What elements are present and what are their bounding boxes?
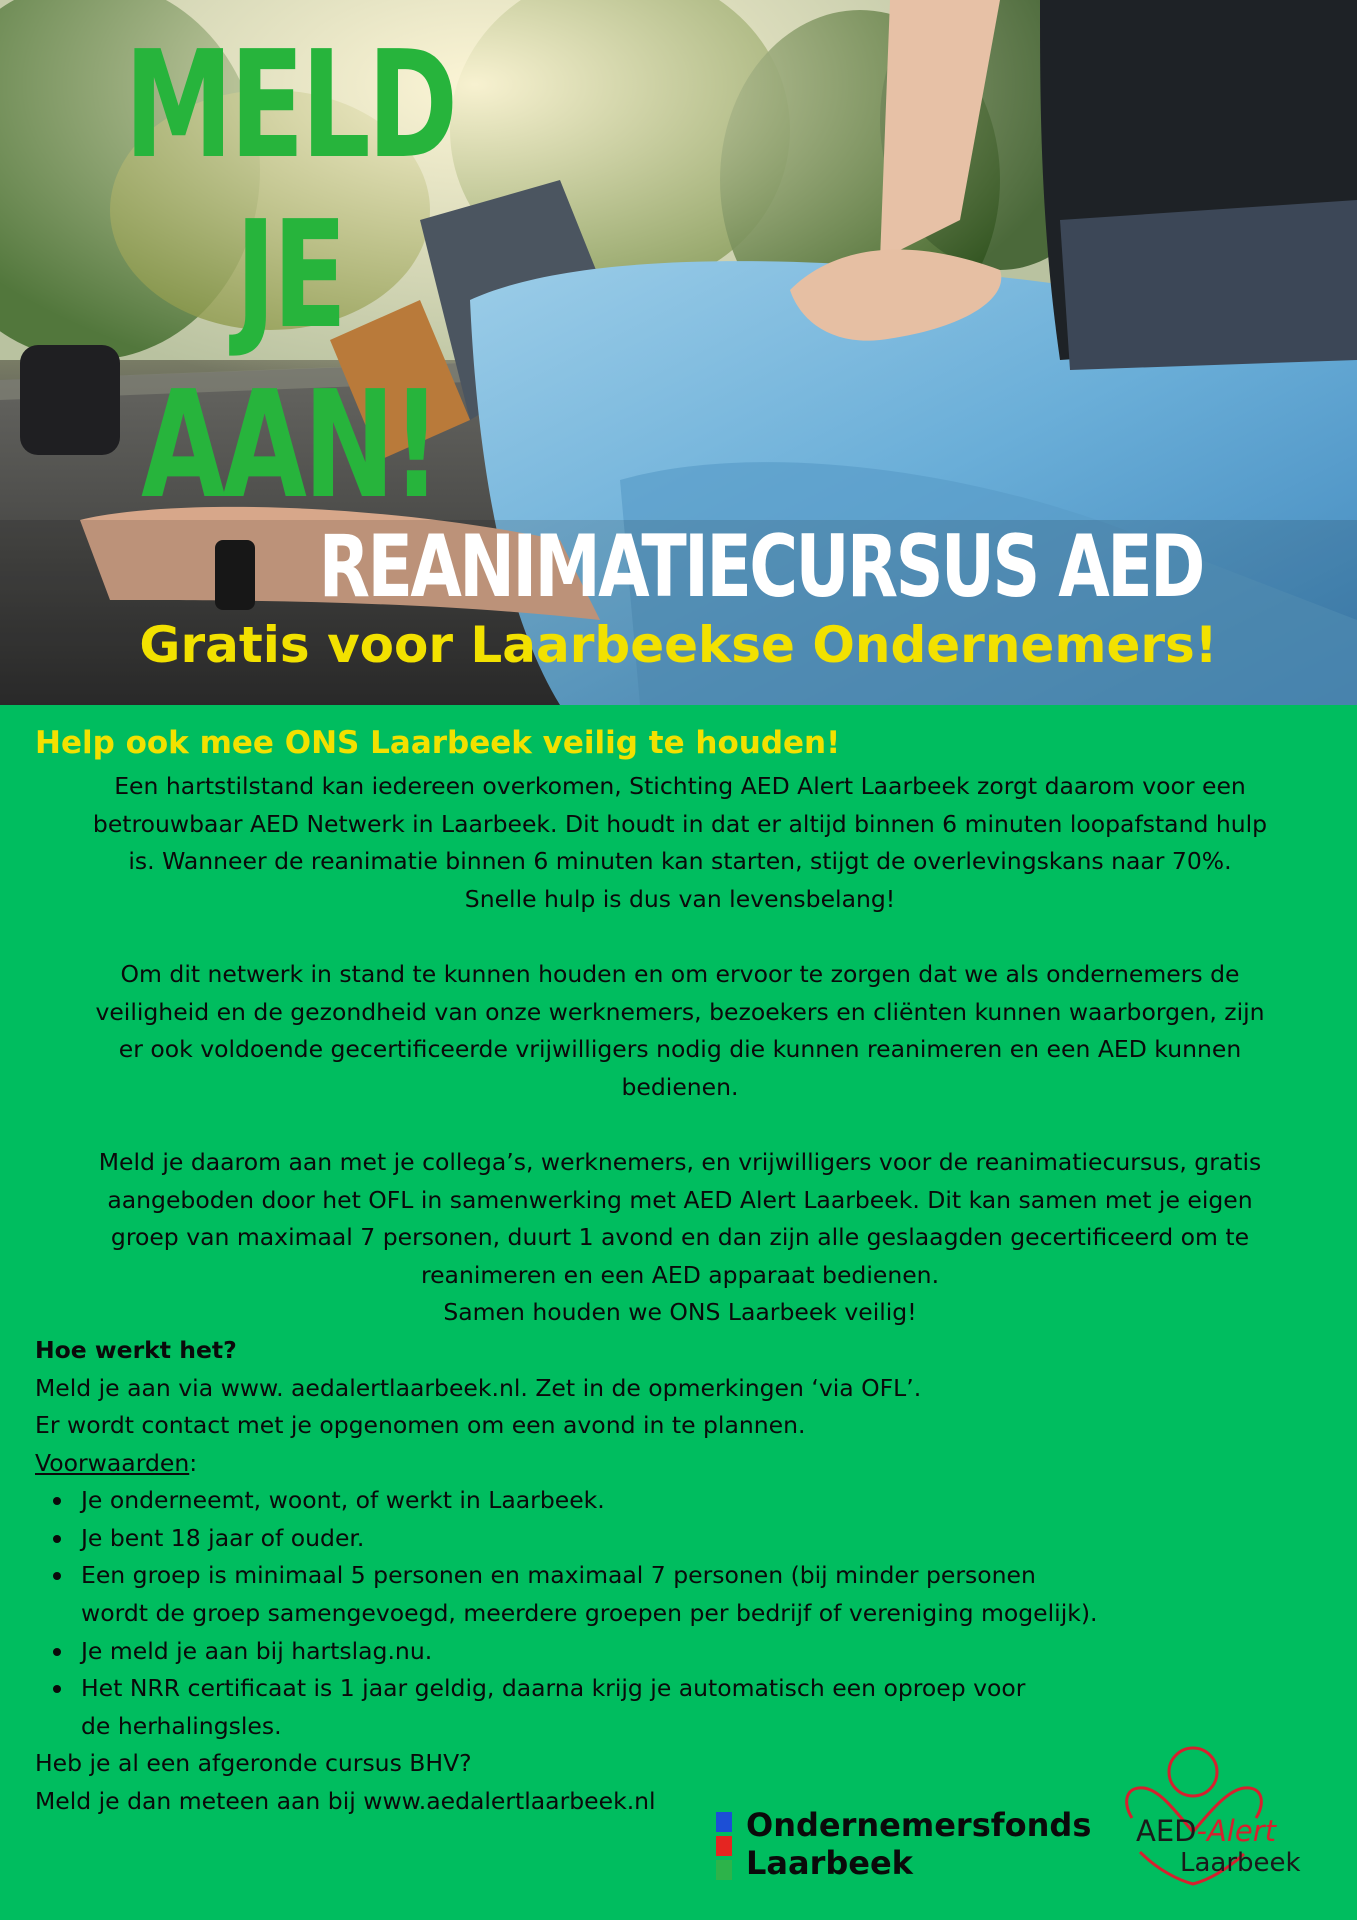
course-title: REANIMATIECURSUS AED: [318, 517, 1203, 617]
section-heading: Help ook mee ONS Laarbeek veilig te houden!: [35, 725, 841, 761]
ofl-logo-text: [746, 1806, 1091, 1882]
intro-line: betrouwbaar AED Netwerk in Laarbeek. Dit houdt in dat er altijd binnen 6 minuten loopafstand hulp: [92, 809, 1268, 838]
ofl-logo-line-1: Ondernemersfonds: [746, 1806, 1092, 1844]
signup-line: Meld je daarom aan met je collega’s, werknemers, en vrijwilligers voor de reanimatiecursus, gratis: [98, 1147, 1262, 1176]
signup-line: Samen houden we ONS Laarbeek veilig!: [443, 1298, 917, 1327]
network-paragraph: [35, 956, 1325, 1106]
aed-logo-place: Laarbeek: [1180, 1848, 1301, 1878]
hero-title-line-2: AAN!: [141, 359, 439, 531]
hero-title-line-1: MELD JE: [124, 19, 455, 361]
ofl-block-blue: [716, 1812, 732, 1832]
network-line: Om dit netwerk in stand te kunnen houden en om ervoor te zorgen dat we als ondernemers de: [120, 959, 1240, 988]
ondernemersfonds-logo: [716, 1808, 1096, 1888]
list-item: [47, 1482, 1325, 1520]
intro-line: Een hartstilstand kan iedereen overkomen, Stichting AED Alert Laarbeek zorgt daarom voor een: [114, 772, 1246, 800]
signup-line: aangeboden door het OFL in samenwerking met AED Alert Laarbeek. Dit kan samen met je eigen: [107, 1185, 1253, 1214]
conditions-list: [35, 1482, 1325, 1745]
aed-logo-aed: AED: [1136, 1814, 1197, 1848]
list-item: [47, 1633, 1325, 1671]
condition-text: Je onderneemt, woont, of werkt in Laarbeek.: [81, 1486, 605, 1515]
list-item: [47, 1670, 1325, 1745]
how-line-register: Meld je aan via www. aedalertlaarbeek.nl. Zet in de opmerkingen ‘via OFL’.: [35, 1373, 922, 1402]
ofl-block-green: [716, 1860, 732, 1880]
how-it-works: [35, 1332, 1325, 1482]
network-line: bedienen.: [621, 1072, 739, 1101]
content-body: [35, 718, 1325, 1821]
conditions-label: Voorwaarden: [35, 1448, 190, 1477]
aed-logo-wordmark: [1136, 1814, 1276, 1848]
bhv-signup-link: Meld je dan meteen aan bij www.aedalertlaarbeek.nl: [35, 1787, 656, 1816]
how-line-contact: Er wordt contact met je opgenomen om een avond in te plannen.: [35, 1411, 806, 1440]
free-offer-tagline: Gratis voor Laarbeekse Ondernemers!: [139, 616, 1218, 674]
how-heading: Hoe werkt het?: [35, 1335, 237, 1364]
hero-title: [60, 20, 519, 530]
aed-alert-logo: [1118, 1742, 1338, 1887]
intro-line: Snelle hulp is dus van levensbelang!: [464, 884, 896, 913]
conditions-label-line: [35, 1445, 1325, 1483]
condition-text-continued: wordt de groep samengevoegd, meerdere groepen per bedrijf of vereniging mogelijk).: [81, 1599, 1098, 1628]
intro-paragraph: [35, 768, 1325, 918]
paragraph-spacer: [35, 1106, 1325, 1144]
condition-text: Het NRR certificaat is 1 jaar geldig, daarna krijg je automatisch een oproep voor: [81, 1674, 1026, 1703]
ofl-color-blocks-icon: [716, 1812, 732, 1880]
signup-line: reanimeren en een AED apparaat bedienen.: [420, 1260, 940, 1289]
network-line: veiligheid en de gezondheid van onze werknemers, bezoekers en cliënten kunnen waarborgen, zijn: [95, 997, 1265, 1026]
condition-text-continued: de herhalingsles.: [81, 1711, 282, 1740]
aed-logo-alert: -Alert: [1196, 1814, 1276, 1848]
signup-paragraph: [35, 1144, 1325, 1332]
paragraph-spacer: [35, 918, 1325, 956]
ofl-logo-line-2: Laarbeek: [746, 1844, 913, 1882]
condition-text: Je meld je aan bij hartslag.nu.: [81, 1636, 433, 1665]
condition-text: Een groep is minimaal 5 personen en maximaal 7 personen (bij minder personen: [81, 1561, 1036, 1590]
bhv-question: Heb je al een afgeronde cursus BHV?: [35, 1749, 472, 1778]
ofl-block-red: [716, 1836, 732, 1856]
signup-line: groep van maximaal 7 personen, duurt 1 avond en dan zijn alle geslaagden gecertificeerd om te: [110, 1223, 1250, 1252]
network-line: er ook voldoende gecertificeerde vrijwilligers nodig die kunnen reanimeren en een AED kunnen: [118, 1035, 1242, 1064]
hero-banner: [0, 0, 1357, 705]
list-item: [47, 1520, 1325, 1558]
list-item: [47, 1557, 1325, 1632]
condition-text: Je bent 18 jaar of ouder.: [81, 1523, 365, 1552]
conditions-colon: :: [189, 1448, 198, 1477]
intro-line: is. Wanneer de reanimatie binnen 6 minuten kan starten, stijgt de overlevingskans naar 70%.: [128, 847, 1232, 876]
